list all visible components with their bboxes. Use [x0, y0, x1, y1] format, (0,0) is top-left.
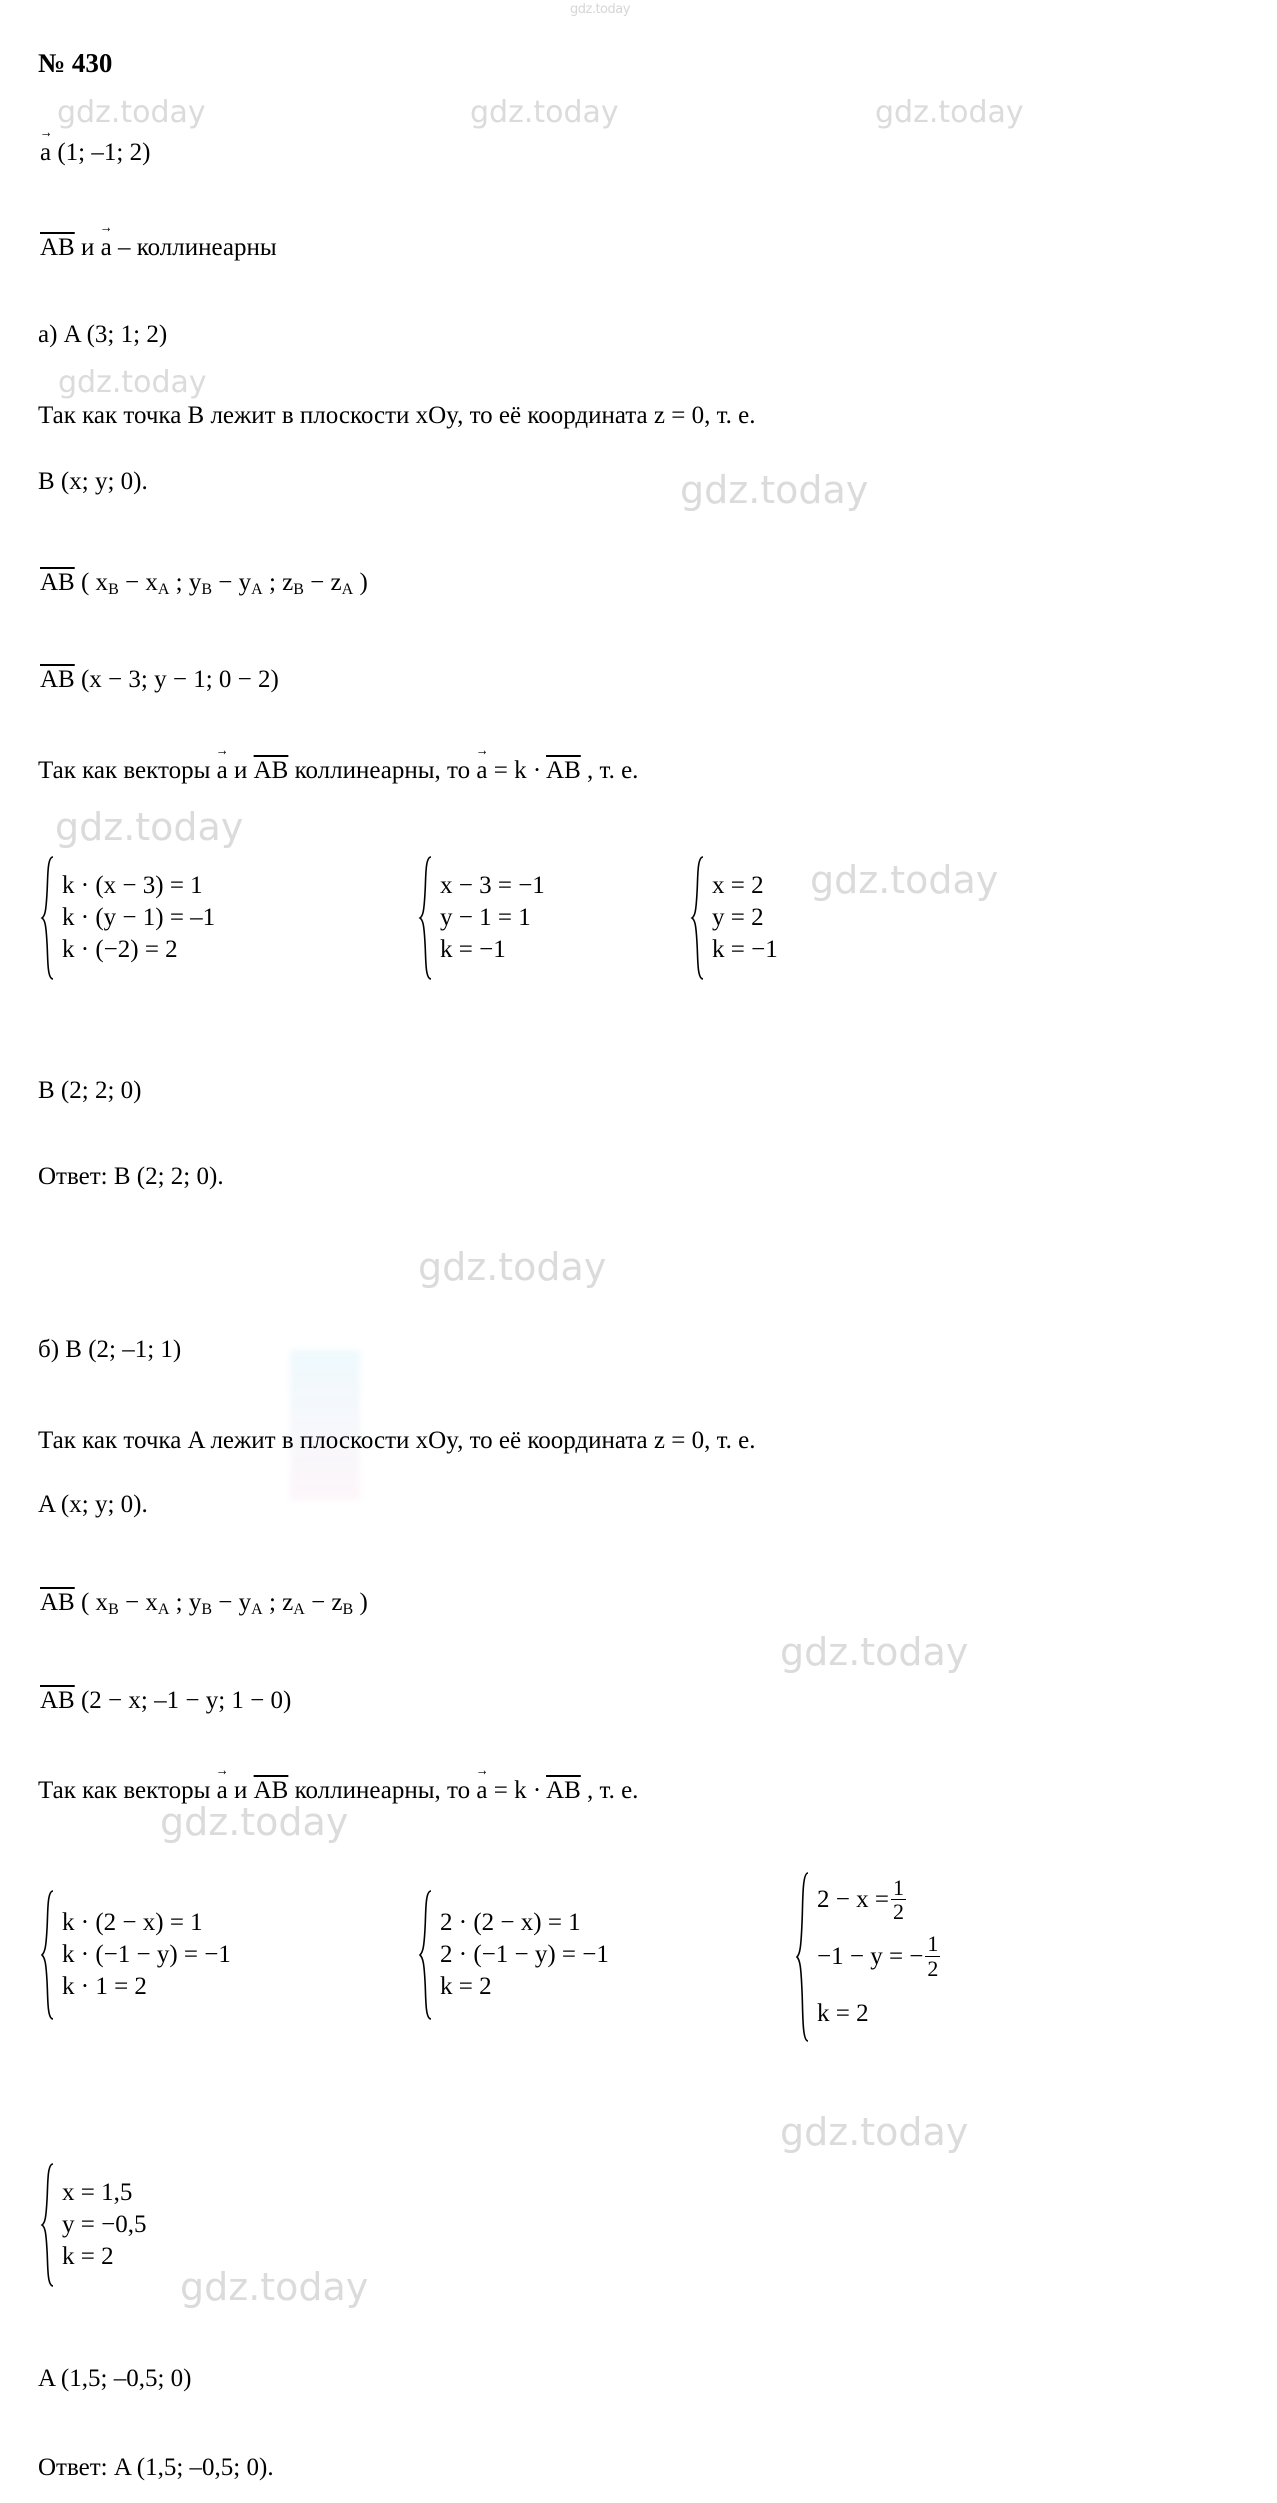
watermark: gdz.today — [180, 2265, 369, 2309]
equation-rows — [817, 1872, 942, 2042]
curly-brace — [40, 2163, 56, 2287]
curly-brace — [418, 1890, 434, 2020]
curly-brace — [418, 856, 434, 980]
equation-rows — [62, 2177, 146, 2273]
text-line: B (2; 2; 0) — [38, 1077, 142, 1104]
watermark: gdz.today — [570, 2, 630, 17]
equation-row: k · (−2) = 2 — [62, 936, 178, 963]
text-line: б) B (2; –1; 1) — [38, 1336, 182, 1363]
text-line: $\overline{AB}$ (x − 3; y − 1; 0 − 2) — [40, 666, 279, 693]
text-line: $\overline{AB}$ ( $x_В - x_А$ ; $y_В - y_А$ ; $z_В - z_А$ ) — [40, 569, 368, 598]
watermark: gdz.today — [680, 468, 869, 512]
equation-row: k · (−1 − y) = −1 — [62, 1941, 231, 1968]
curly-brace — [795, 1872, 811, 2042]
equation-row: x = 1,5 — [62, 2179, 133, 2206]
text-line: Так как точка A лежит в плоскости xОy, то её координата z = 0, т. е. — [38, 1427, 756, 1454]
text-line: A (1,5; –0,5; 0) — [38, 2365, 192, 2392]
equation-rows — [62, 1907, 231, 2003]
text-line: а) A (3; 1; 2) — [38, 321, 168, 348]
text-line: Так как точка B лежит в плоскости xОy, то её координата z = 0, т. е. — [38, 402, 756, 429]
curly-brace — [40, 856, 56, 980]
watermark: gdz.today — [418, 1245, 607, 1289]
equation-system — [40, 856, 215, 980]
equation-row: k = 2 — [440, 1973, 492, 2000]
text-line: Ответ: B (2; 2; 0). — [38, 1163, 224, 1190]
equation-system — [418, 1890, 609, 2020]
equation-row: 2 · (2 − x) = 1 — [440, 1909, 581, 1936]
text-line: $\overline{AB}$ и a → – коллинеарны — [40, 235, 277, 260]
watermark: gdz.today — [810, 858, 999, 902]
equation-row: y − 1 = 1 — [440, 904, 531, 931]
watermark: gdz.today — [875, 95, 1024, 130]
equation-rows — [440, 870, 545, 966]
equation-system — [795, 1872, 942, 2042]
curly-brace — [690, 856, 706, 980]
page-title: № 430 — [38, 48, 113, 78]
equation-row: x = 2 — [712, 872, 764, 899]
equation-row: 2 · (−1 − y) = −1 — [440, 1941, 609, 1968]
equation-row: k = −1 — [440, 936, 506, 963]
equation-row: k · (x − 3) = 1 — [62, 872, 203, 899]
equation-row: 2 − x = $\frac{1}{2}$ — [817, 1874, 904, 1924]
equation-row: k = −1 — [712, 936, 778, 963]
text-line: B (x; y; 0). — [38, 468, 148, 495]
decorative-blob — [290, 1350, 360, 1500]
equation-row: y = 2 — [712, 904, 764, 931]
equation-system — [418, 856, 545, 980]
text-line: Так как векторы a → и $\overline{AB}$ коллинеарны, то a → = $k \cdot \overline{AB}$ , т. е. — [38, 1778, 638, 1803]
watermark: gdz.today — [160, 1800, 349, 1844]
watermark: gdz.today — [58, 365, 207, 400]
equation-system — [40, 1890, 231, 2020]
curly-brace — [40, 1890, 56, 2020]
equation-row: k · (y − 1) = –1 — [62, 904, 216, 931]
text-line: Ответ: A (1,5; –0,5; 0). — [38, 2454, 274, 2481]
watermark: gdz.today — [55, 805, 244, 849]
watermark: gdz.today — [57, 95, 206, 130]
equation-row: x − 3 = −1 — [440, 872, 545, 899]
equation-system — [690, 856, 778, 980]
equation-rows — [712, 870, 778, 966]
equation-system — [40, 2163, 146, 2287]
equation-rows — [440, 1907, 609, 2003]
text-line: a → (1; –1; 2) — [40, 140, 150, 165]
equation-row: k · (2 − x) = 1 — [62, 1909, 203, 1936]
equation-row: k = 2 — [62, 2243, 114, 2270]
text-line: $\overline{AB}$ ( $x_В - x_А$ ; $y_В - y_А$ ; $z_А - z_В$ ) — [40, 1589, 368, 1618]
equation-row: y = −0,5 — [62, 2211, 147, 2238]
text-line: $\overline{AB}$ (2 − x; –1 − y; 1 − 0) — [40, 1687, 292, 1714]
equation-row: −1 − y = − $\frac{1}{2}$ — [817, 1931, 939, 1981]
text-line: Так как векторы a → и $\overline{AB}$ коллинеарны, то a → = $k \cdot \overline{AB}$ , т. е. — [38, 758, 638, 783]
watermark: gdz.today — [780, 2110, 969, 2154]
watermark: gdz.today — [780, 1630, 969, 1674]
equation-row: k = 2 — [817, 1999, 869, 2027]
equation-row: k · 1 = 2 — [62, 1973, 147, 2000]
text-line: A (x; y; 0). — [38, 1491, 148, 1518]
equation-rows — [62, 870, 215, 966]
watermark: gdz.today — [470, 95, 619, 130]
